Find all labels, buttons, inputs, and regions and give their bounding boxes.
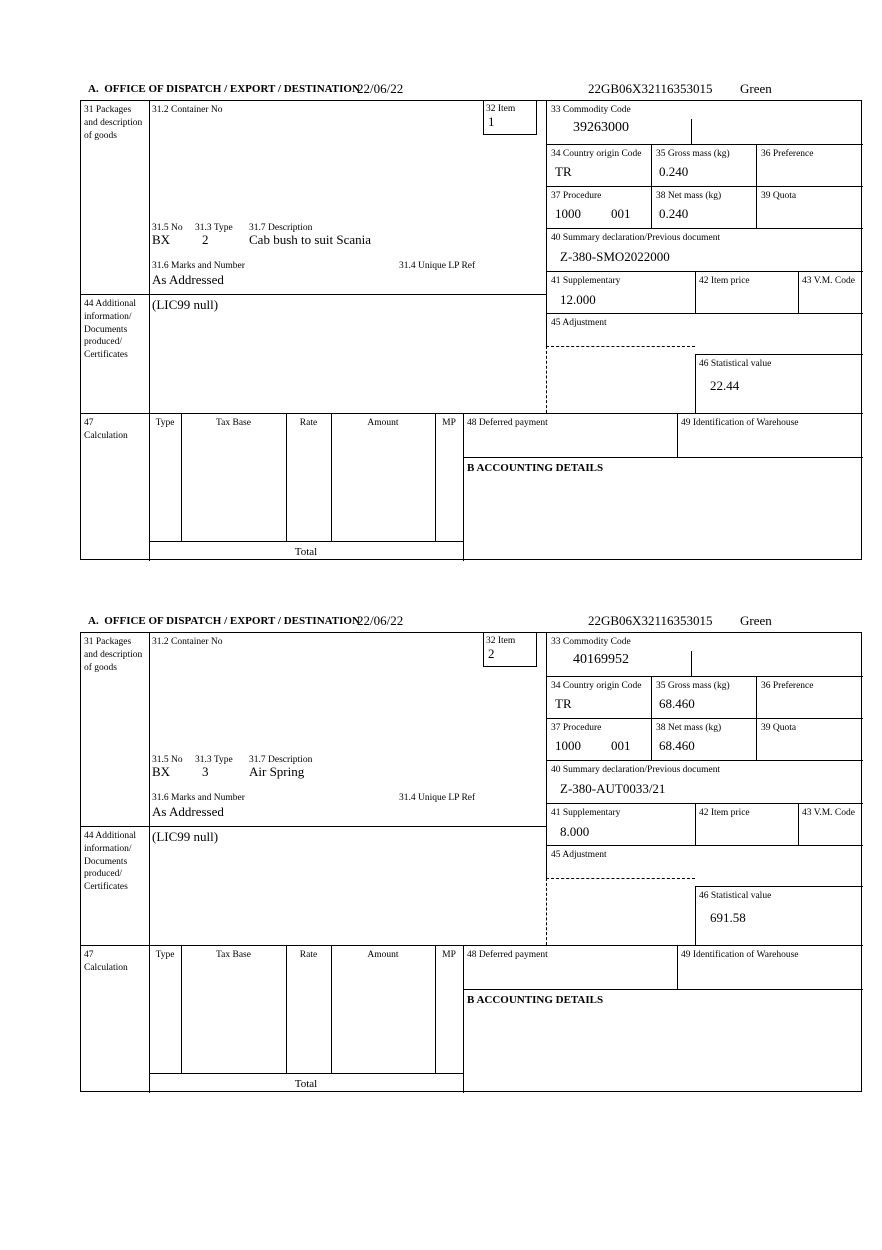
goods-description-value: Air Spring [249, 764, 305, 779]
divider-line [546, 718, 863, 719]
declaration-form-grid [80, 632, 862, 1092]
box45-adjustment-label: 45 Adjustment [551, 850, 607, 860]
divider-line [435, 413, 436, 541]
divider-line [546, 186, 863, 187]
rate-column-header: Rate [299, 418, 318, 428]
item-number-value: 2 [488, 646, 495, 661]
rate-column-header: Rate [299, 950, 318, 960]
divider-line [81, 413, 863, 414]
box31-4-unique-lp-ref-label: 31.4 Unique LP Ref [399, 261, 476, 271]
additional-information-value: (LIC99 null) [152, 829, 219, 844]
box31-2-container-label: 31.2 Container No [152, 105, 223, 115]
declaration-date: 22/06/22 [357, 613, 404, 628]
box31-label: 31 Packages and description of goods [84, 637, 143, 673]
box37-procedure-label: 37 Procedure [551, 191, 602, 201]
accounting-details-label: B ACCOUNTING DETAILS [467, 462, 604, 474]
country-origin-value: TR [555, 164, 572, 179]
tax-base-column-header: Tax Base [216, 418, 251, 428]
box43-vm-code-label: 43 V.M. Code [802, 276, 855, 286]
box48-deferred-payment-label: 48 Deferred payment [467, 950, 548, 960]
gross-mass-value: 68.460 [659, 696, 695, 711]
box44-label: 44 Additional information/ Documents produced/ Certificates [84, 831, 136, 893]
tax-base-column-header: Tax Base [216, 950, 251, 960]
divider-line-dashed [546, 346, 547, 413]
box46-statistical-value-label: 46 Statistical value [699, 359, 772, 369]
divider-line [546, 845, 863, 846]
declaration-item-section [80, 80, 863, 561]
procedure-extra-value: 001 [611, 738, 631, 753]
box33-commodity-label: 33 Commodity Code [551, 637, 631, 647]
divider-line [81, 294, 546, 295]
box31-7-description-label: 31.7 Description [249, 223, 313, 233]
divider-line [463, 413, 464, 561]
previous-document-value: Z-380-SMO2022000 [560, 249, 670, 264]
mp-column-header: MP [442, 418, 456, 428]
box31-7-description-label: 31.7 Description [249, 755, 313, 765]
commodity-code-subdivision-line [691, 119, 692, 144]
declaration-form-grid [80, 100, 862, 560]
commodity-code-value: 40169952 [573, 652, 629, 667]
divider-line [149, 541, 463, 542]
divider-line [695, 886, 696, 945]
divider-line [695, 354, 863, 355]
marks-value: As Addressed [152, 272, 224, 287]
box42-item-price-label: 42 Item price [699, 276, 750, 286]
box48-deferred-payment-label: 48 Deferred payment [467, 418, 548, 428]
box38-net-mass-label: 38 Net mass (kg) [656, 191, 722, 201]
divider-line [181, 945, 182, 1073]
divider-line [695, 271, 696, 313]
marks-value: As Addressed [152, 804, 224, 819]
divider-line [536, 101, 537, 134]
mp-column-header: MP [442, 950, 456, 960]
box40-previous-document-label: 40 Summary declaration/Previous document [551, 233, 721, 243]
tax-type-column-header: Type [155, 418, 175, 428]
movement-reference-number: 22GB06X32116353015 [588, 81, 713, 96]
box42-item-price-label: 42 Item price [699, 808, 750, 818]
gross-mass-value: 0.240 [659, 164, 689, 179]
declaration-item-section [80, 612, 863, 1093]
commodity-code-subdivision-line [691, 651, 692, 676]
commodity-code-value: 39263000 [573, 120, 629, 135]
box31-3-type-label: 31.3 Type [195, 755, 233, 765]
divider-line [546, 803, 863, 804]
box37-procedure-label: 37 Procedure [551, 723, 602, 733]
divider-line [81, 945, 863, 946]
box38-net-mass-label: 38 Net mass (kg) [656, 723, 722, 733]
total-row-label: Total [294, 546, 318, 558]
divider-line [546, 313, 863, 314]
office-of-dispatch-label: A. OFFICE OF DISPATCH / EXPORT / DESTINATION [88, 83, 360, 95]
divider-line [149, 1073, 463, 1074]
amount-column-header: Amount [367, 950, 399, 960]
package-count-value: 2 [202, 232, 209, 247]
box31-6-marks-label: 31.6 Marks and Number [152, 261, 245, 271]
statistical-value: 691.58 [710, 910, 746, 925]
declaration-date: 22/06/22 [357, 81, 404, 96]
accounting-details-label: B ACCOUNTING DETAILS [467, 994, 604, 1006]
tax-type-column-header: Type [155, 950, 175, 960]
additional-information-value: (LIC99 null) [152, 297, 219, 312]
box49-warehouse-label: 49 Identification of Warehouse [681, 418, 799, 428]
goods-description-value: Cab bush to suit Scania [249, 232, 372, 247]
box39-quota-label: 39 Quota [761, 723, 797, 733]
divider-line [695, 803, 696, 845]
net-mass-value: 0.240 [659, 206, 689, 221]
box47-label: 47 Calculation [84, 950, 128, 973]
box41-supplementary-label: 41 Supplementary [551, 808, 621, 818]
procedure-value: 1000 [555, 738, 581, 753]
divider-line [546, 144, 863, 145]
box31-6-marks-label: 31.6 Marks and Number [152, 793, 245, 803]
box47-label: 47 Calculation [84, 418, 128, 441]
box35-gross-mass-label: 35 Gross mass (kg) [656, 149, 730, 159]
box34-origin-label: 34 Country origin Code [551, 681, 642, 691]
divider-line-dashed [546, 346, 695, 347]
divider-line [536, 633, 537, 666]
divider-line [546, 676, 863, 677]
box31-5-no-label: 31.5 No [152, 755, 183, 765]
divider-line [546, 101, 547, 346]
divider-line [149, 633, 150, 1093]
divider-line [695, 354, 696, 413]
divider-line [677, 945, 678, 989]
net-mass-value: 68.460 [659, 738, 695, 753]
divider-line [149, 101, 150, 561]
divider-line [463, 945, 464, 1093]
divider-line [331, 413, 332, 541]
procedure-value: 1000 [555, 206, 581, 221]
box36-preference-label: 36 Preference [761, 149, 814, 159]
amount-column-header: Amount [367, 418, 399, 428]
divider-line [286, 413, 287, 541]
divider-line-dashed [546, 878, 547, 945]
package-kind-value: BX [152, 232, 171, 247]
divider-line [546, 633, 547, 878]
divider-line [546, 760, 863, 761]
divider-line [483, 101, 484, 134]
box45-adjustment-label: 45 Adjustment [551, 318, 607, 328]
box31-label: 31 Packages and description of goods [84, 105, 143, 141]
divider-line [483, 633, 484, 666]
divider-line [463, 989, 863, 990]
movement-reference-number: 22GB06X32116353015 [588, 613, 713, 628]
divider-line [546, 228, 863, 229]
box35-gross-mass-label: 35 Gross mass (kg) [656, 681, 730, 691]
package-count-value: 3 [202, 764, 209, 779]
box31-5-no-label: 31.5 No [152, 223, 183, 233]
box39-quota-label: 39 Quota [761, 191, 797, 201]
box44-label: 44 Additional information/ Documents produced/ Certificates [84, 299, 136, 361]
box32-item-label: 32 Item [486, 636, 516, 646]
divider-line [798, 271, 799, 313]
package-kind-value: BX [152, 764, 171, 779]
divider-line [798, 803, 799, 845]
box36-preference-label: 36 Preference [761, 681, 814, 691]
divider-line [435, 945, 436, 1073]
box31-3-type-label: 31.3 Type [195, 223, 233, 233]
divider-line [546, 271, 863, 272]
divider-line [181, 413, 182, 541]
box33-commodity-label: 33 Commodity Code [551, 105, 631, 115]
divider-line [81, 826, 546, 827]
divider-line [677, 413, 678, 457]
box34-origin-label: 34 Country origin Code [551, 149, 642, 159]
divider-line [463, 457, 863, 458]
procedure-extra-value: 001 [611, 206, 631, 221]
supplementary-units-value: 12.000 [560, 292, 596, 307]
divider-line [483, 134, 537, 135]
country-origin-value: TR [555, 696, 572, 711]
routing-status: Green [740, 613, 772, 628]
previous-document-value: Z-380-AUT0033/21 [560, 781, 666, 796]
divider-line [483, 666, 537, 667]
total-row-label: Total [294, 1078, 318, 1090]
box32-item-label: 32 Item [486, 104, 516, 114]
routing-status: Green [740, 81, 772, 96]
supplementary-units-value: 8.000 [560, 824, 590, 839]
office-of-dispatch-label: A. OFFICE OF DISPATCH / EXPORT / DESTINATION [88, 615, 360, 627]
box31-2-container-label: 31.2 Container No [152, 637, 223, 647]
box41-supplementary-label: 41 Supplementary [551, 276, 621, 286]
statistical-value: 22.44 [710, 378, 740, 393]
box31-4-unique-lp-ref-label: 31.4 Unique LP Ref [399, 793, 476, 803]
divider-line [331, 945, 332, 1073]
item-number-value: 1 [488, 114, 495, 129]
box46-statistical-value-label: 46 Statistical value [699, 891, 772, 901]
divider-line [695, 886, 863, 887]
divider-line-dashed [546, 878, 695, 879]
box43-vm-code-label: 43 V.M. Code [802, 808, 855, 818]
box49-warehouse-label: 49 Identification of Warehouse [681, 950, 799, 960]
box40-previous-document-label: 40 Summary declaration/Previous document [551, 765, 721, 775]
divider-line [286, 945, 287, 1073]
